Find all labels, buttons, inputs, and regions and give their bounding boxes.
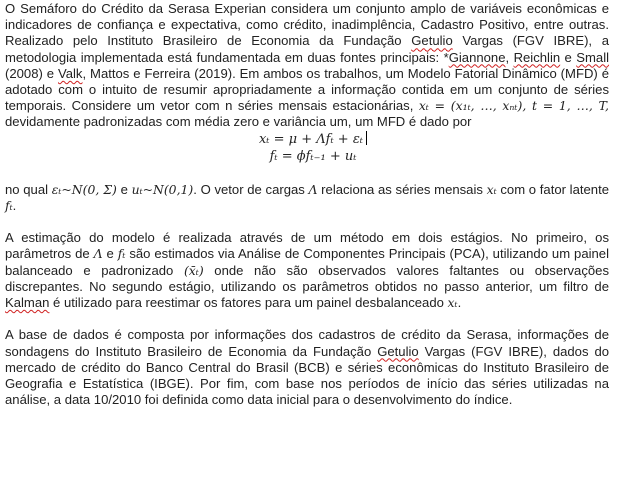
spellcheck-word: Reichlin (513, 49, 561, 65)
math-lambda: Λ (93, 246, 103, 262)
equation-measurement (17, 131, 609, 149)
math-f: fₜ (5, 197, 13, 213)
paragraph-data-sources (5, 327, 609, 408)
text-run: são estimados via Análise de Componentes Principais (PCA), utilizando um painel balanceado e padronizado (5, 246, 609, 278)
math-f: fₜ (117, 246, 126, 262)
spellcheck-word: Small (576, 49, 610, 65)
document-body (5, 1, 609, 408)
blank-line (5, 311, 609, 327)
text-run: e (116, 181, 132, 197)
spellcheck-word: Giannone (448, 49, 506, 65)
blank-line (5, 166, 609, 182)
spellcheck-word: Getulio (411, 33, 453, 49)
text-run: Vargas (FGV IBRE), dados do mercado de crédito do Banco Central do Brasil (BCB) e séries econômicas do Instituto Brasileiro de Geografia e Estatística (IBGE). Por fim, com base nos períodos de início das séries utilizadas na análise, a data 10/2010 foi definida como data inicial para o desenvolvimento do índice. (5, 343, 610, 408)
text-run: O Semáforo do Crédito da Serasa Experian considera um conjunto amplo de variáveis econômicas e indicadores de confiança e expectativa, como crédito, inadimplência, Cadastro Positivo, entre outras. Realizado pelo Instituto Brasileiro de Economia da Fundação (5, 1, 609, 49)
text-run: A estimação do modelo é realizada através de um método em dois estágios. No primeiro, os parâmetros de (5, 230, 609, 262)
paragraph-methodology (5, 1, 609, 131)
text-run: e (560, 49, 577, 65)
paragraph-estimation (5, 230, 609, 311)
math-x: xₜ (486, 181, 497, 197)
text-run: , (505, 49, 514, 65)
math-lambda: Λ (308, 181, 318, 197)
spellcheck-word: Kalman (5, 295, 50, 311)
spellcheck-word: Getulio (377, 343, 419, 359)
text-run: é utilizado para reestimar os fatores para um painel desbalanceado (49, 295, 448, 311)
text-run: onde não são observados valores faltantes ou observações discrepantes. No segundo estágio, utilizando os parâmetros obtidos no passo anterior, um filtro de (5, 262, 609, 294)
equation-block (5, 131, 609, 166)
text-run: . (457, 295, 462, 311)
math-x: xₜ (447, 295, 458, 311)
text-run: A base de dados é composta por informações dos cadastros de crédito da Serasa, informações de sondagens do Instituto Brasileiro de Economia da Fundação (5, 327, 609, 359)
paragraph-distributions (5, 182, 609, 214)
math-epsilon-distribution: εₜ~N(0, Σ) (51, 181, 117, 197)
text-run: , Mattos e Ferreira (2019). Em ambos os trabalhos, um Modelo Fatorial Dinâmico (MFD) é adotado com o intuito de resumir apropriadamente a informação contida em um conjunto de séries temporais. Considere um vetor com n séries mensais estacionárias, (5, 65, 609, 114)
text-run: e (102, 246, 118, 262)
text-run: com o fator latente (496, 181, 609, 197)
equation-text: xₜ = μ + Λfₜ + εₜ (258, 131, 364, 147)
text-run: Vargas (FGV IBRE), a metodologia implementada está fundamentada em duas fontes principais: * (5, 33, 610, 65)
blank-line (5, 214, 609, 230)
spellcheck-word: Valk (57, 65, 83, 81)
text-run: (2008) e (5, 65, 58, 81)
text-cursor (366, 131, 367, 145)
math-vector-definition: xₜ = (x₁ₜ, …, xₙₜ), t = 1, …, T, (418, 98, 609, 114)
text-run: . O vetor de cargas (193, 181, 309, 197)
math-xbar: (x̄ₜ) (183, 262, 204, 278)
text-run: devidamente padronizadas com média zero e variância um, um MFD é dado por (5, 114, 472, 130)
equation-state: fₜ = ϕfₜ₋₁ + uₜ (269, 149, 357, 165)
text-run: no qual (5, 181, 52, 197)
text-run: . (12, 197, 17, 213)
math-u-distribution: uₜ~N(0,1) (131, 181, 194, 197)
text-run: relaciona as séries mensais (317, 181, 487, 197)
